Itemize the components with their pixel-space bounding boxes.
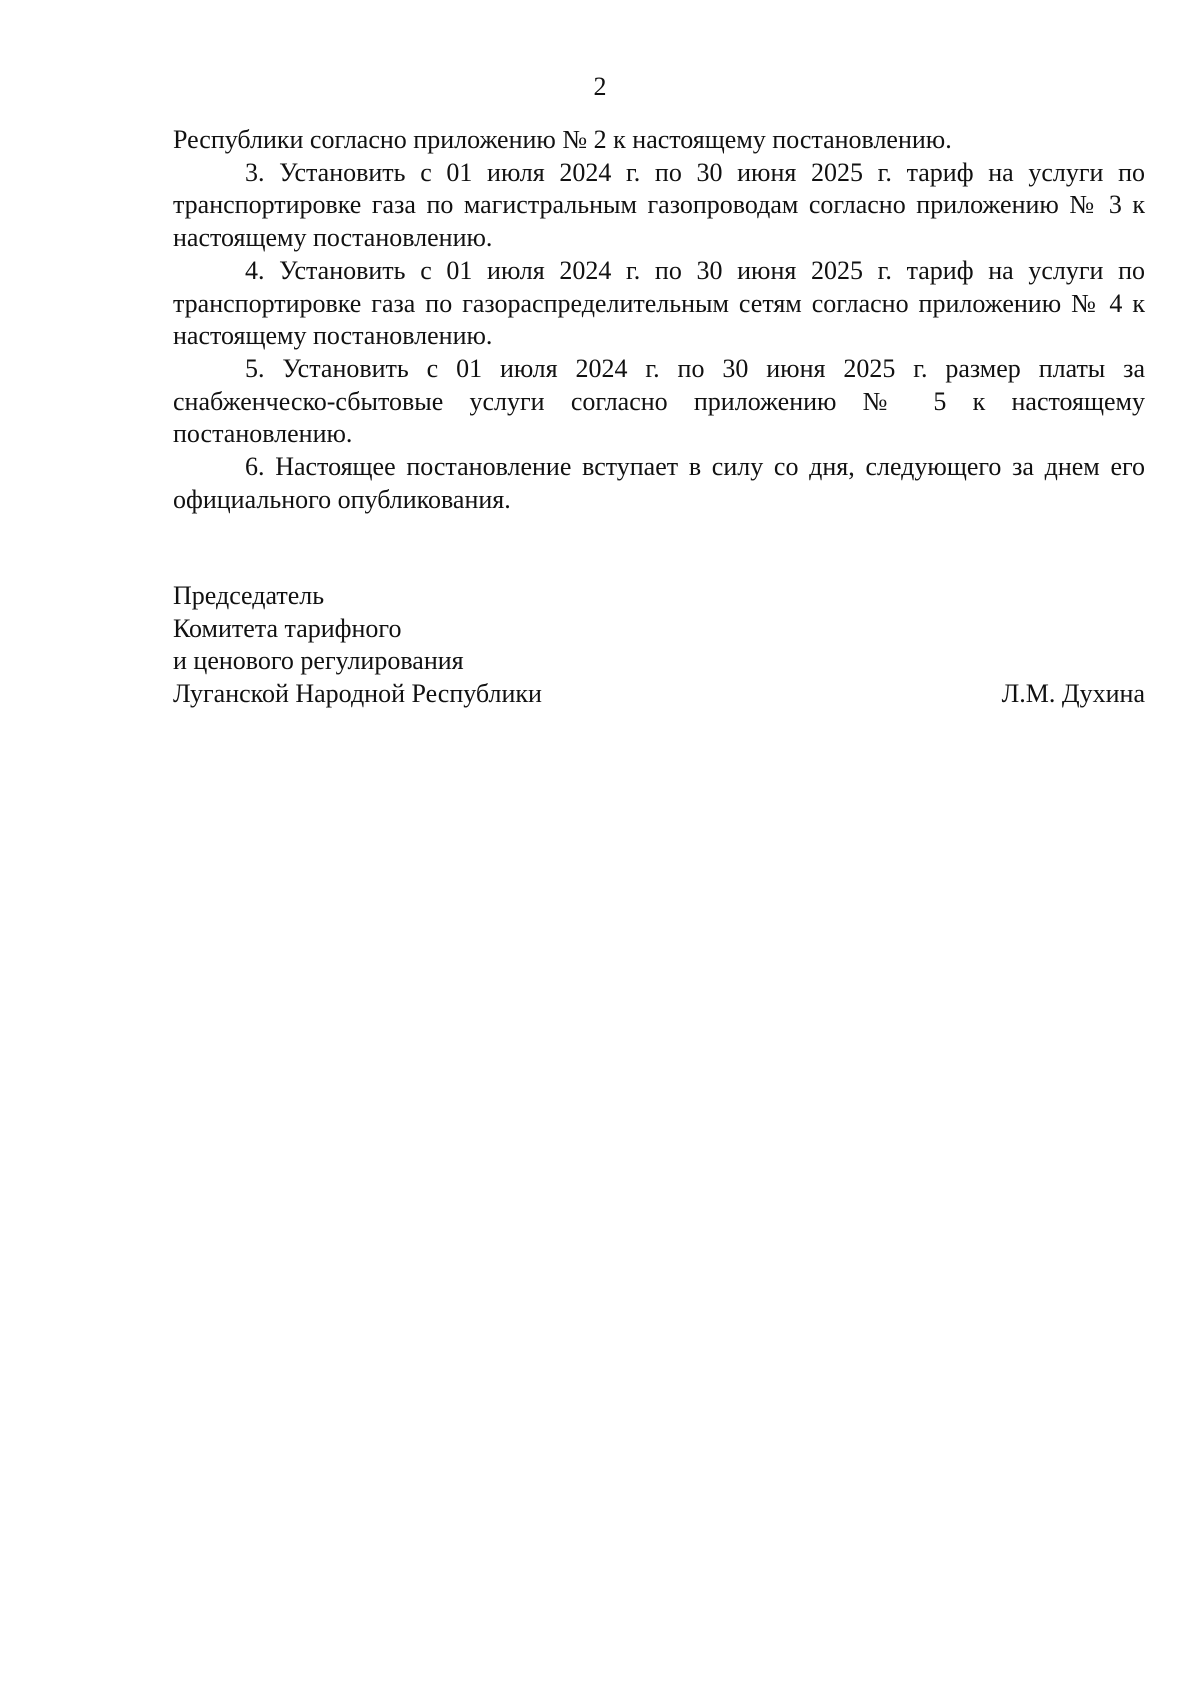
signatory-title-line: Луганской Народной Республики	[173, 678, 542, 708]
paragraph-item-6: 6. Настоящее постановление вступает в силу со дня, следующего за днем его официального опубликования.	[173, 452, 1145, 514]
paragraph-item-3: 3. Установить с 01 июля 2024 г. по 30 июня 2025 г. тариф на услуги по транспортировке газа по магистральным газопроводам согласно приложению № 3 к настоящему постановлению.	[173, 157, 1145, 253]
signatory-name: Л.М. Духина	[1001, 678, 1145, 708]
signature-last-row	[173, 678, 1145, 711]
signatory-title-line: Председатель	[173, 581, 325, 610]
page-number: 2	[593, 72, 607, 101]
paragraph-item-5: 5. Установить с 01 июля 2024 г. по 30 июня 2025 г. размер платы за снабженческо-сбытовые услуги согласно приложению № 5 к настоящему постановлению.	[173, 353, 1145, 449]
signatory-title-line: и ценового регулирования	[173, 646, 464, 675]
document-body	[173, 124, 1145, 516]
paragraph-continuation: Республики согласно приложению № 2 к настоящему постановлению.	[173, 125, 952, 154]
signatory-title-line: Комитета тарифного	[173, 613, 402, 643]
signature-block	[173, 580, 1145, 710]
paragraph-item-4: 4. Установить с 01 июля 2024 г. по 30 июня 2025 г. тариф на услуги по транспортировке газа по газораспределительным сетям согласно приложению № 4 к настоящему постановлению.	[173, 255, 1145, 351]
